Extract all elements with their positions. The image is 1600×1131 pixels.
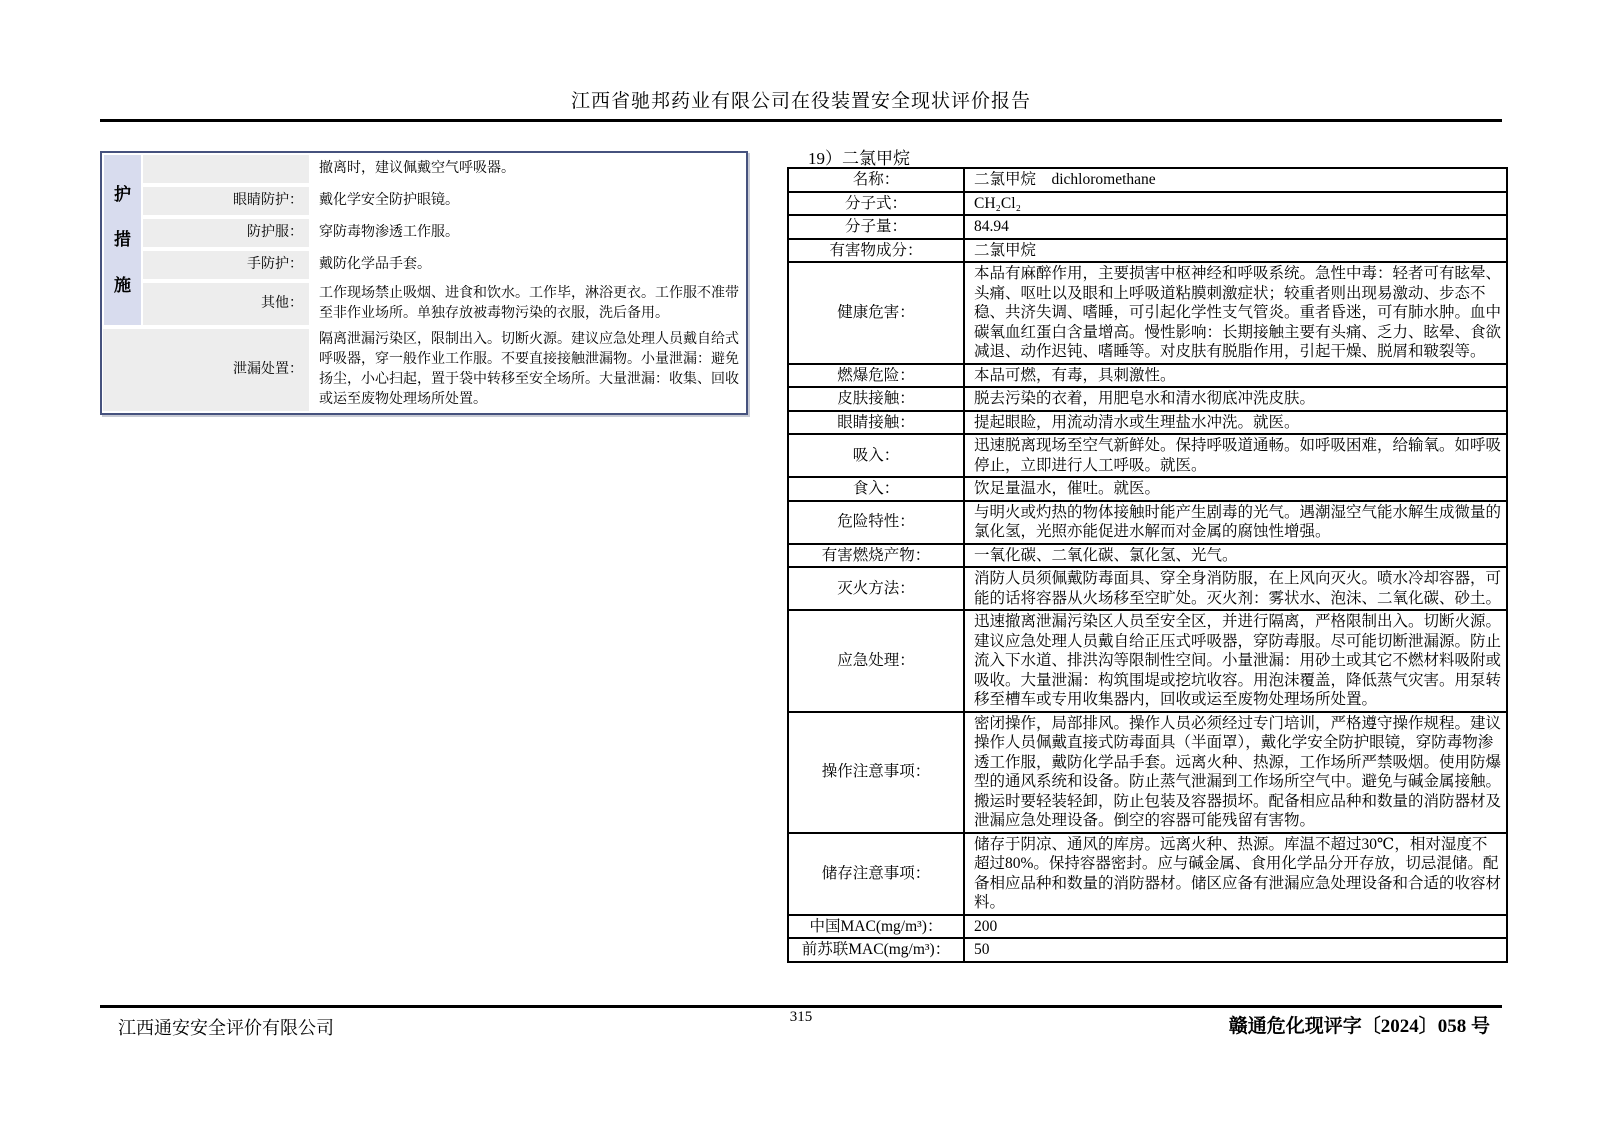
- table-row: [788, 833, 1507, 915]
- row-label-leak-disposal: 泄漏处置：: [103, 329, 309, 411]
- row-value-skin-contact: 脱去污染的衣着，用肥皂水和清水彻底冲洗皮肤。: [964, 387, 1507, 411]
- row-label-hand-protection: 手防护：: [143, 251, 309, 279]
- table-row: [788, 938, 1507, 962]
- row-label-inhalation: 吸入：: [788, 434, 964, 477]
- page-number: 315: [789, 1009, 813, 1025]
- row-label-respiratory: [143, 155, 309, 183]
- row-label-china-mac: 中国MAC(mg/m³)：: [788, 915, 964, 939]
- row-value-hand-protection: 戴防化学品手套。: [319, 257, 431, 272]
- row-value-operation-precautions: 密闭操作，局部排风。操作人员必须经过专门培训，严格遵守操作规程。建议操作人员佩戴直接式防毒面具（半面罩），戴化学安全防护眼镜，穿防毒物渗透工作服，戴防化学品手套。远离火种、热源，工作场所严禁吸烟。使用防爆型的通风系统和设备。防止蒸气泄漏到工作场所空气中。避免与碱金属接触。搬运时要轻装轻卸，防止包装及容器损坏。配备相应品种和数量的消防器材及泄漏应急处理设备。倒空的容器可能残留有害物。: [964, 712, 1507, 833]
- row-label-name: 名称：: [788, 168, 964, 192]
- table-row: [788, 477, 1507, 501]
- table-row: [788, 192, 1507, 216]
- row-label-soviet-mac: 前苏联MAC(mg/m³)：: [788, 938, 964, 962]
- table-row: [788, 712, 1507, 833]
- footer-rule: [100, 1005, 1502, 1008]
- table-row: [788, 501, 1507, 544]
- row-label-hazardous-characteristics: 危险特性：: [788, 501, 964, 544]
- row-label-storage-precautions: 储存注意事项：: [788, 833, 964, 915]
- row-value-other: 工作现场禁止吸烟、进食和饮水。工作毕，淋浴更衣。工作服不准带至非作业场所。单独存放被毒物污染的衣服，洗后备用。: [319, 286, 739, 321]
- row-label-skin-contact: 皮肤接触：: [788, 387, 964, 411]
- row-value-name: 二氯甲烷 dichloromethane: [964, 168, 1507, 192]
- row-value-fire-fighting: 消防人员须佩戴防毒面具、穿全身消防服，在上风向灭火。喷水冷却容器，可能的话将容器从火场移至空旷处。灭火剂：雾状水、泡沫、二氧化碳、砂土。: [964, 567, 1507, 610]
- table-row: [788, 434, 1507, 477]
- table-row: [788, 411, 1507, 435]
- footer-company-name: 江西通安安全评价有限公司: [118, 1018, 334, 1038]
- table-row: [788, 387, 1507, 411]
- row-label-emergency-handling: 应急处理：: [788, 610, 964, 712]
- report-header-title: 江西省驰邦药业有限公司在役装置安全现状评价报告: [570, 91, 1031, 112]
- row-label-health-hazard: 健康危害：: [788, 262, 964, 364]
- row-value-emergency-handling: 迅速撤离泄漏污染区人员至安全区，并进行隔离，严格限制出入。切断火源。建议应急处理人员戴自给正压式呼吸器，穿防毒服。尽可能切断泄漏源。防止流入下水道、排洪沟等限制性空间。小量泄漏：用砂土或其它不燃材料吸附或吸收。大量泄漏：构筑围堤或挖坑收容。用泡沫覆盖，降低蒸气灾害。用泵转移至槽车或专用收集器内，回收或运至废物处理场所处置。: [964, 610, 1507, 712]
- row-value-eye-contact: 提起眼睑，用流动清水或生理盐水冲洗。就医。: [964, 411, 1507, 435]
- row-label-flammability-hazard: 燃爆危险：: [788, 364, 964, 388]
- row-label-protective-clothing: 防护服：: [143, 219, 309, 247]
- row-label-molecular-weight: 分子量：: [788, 215, 964, 239]
- row-value-inhalation: 迅速脱离现场至空气新鲜处。保持呼吸道通畅。如呼吸困难，给输氧。如呼吸停止，立即进行人工呼吸。就医。: [964, 434, 1507, 477]
- row-value-protective-clothing: 穿防毒物渗透工作服。: [319, 225, 459, 240]
- row-value-harmful-components: 二氯甲烷: [964, 239, 1507, 263]
- table-row: [788, 915, 1507, 939]
- row-value-respiratory: 撤离时，建议佩戴空气呼吸器。: [319, 161, 515, 176]
- table-row: [788, 168, 1507, 192]
- table-row: [788, 364, 1507, 388]
- row-value-storage-precautions: 储存于阴凉、通风的库房。远离火种、热源。库温不超过30℃，相对湿度不超过80%。保持容器密封。应与碱金属、食用化学品分开存放，切忌混储。配备相应品种和数量的消防器材。储区应备有泄漏应急处理设备和合适的收容材料。: [964, 833, 1507, 915]
- row-label-eye-protection: 眼睛防护：: [143, 187, 309, 215]
- row-value-harmful-combustion-products: 一氧化碳、二氧化碳、氯化氢、光气。: [964, 544, 1507, 568]
- row-value-eye-protection: 戴化学安全防护眼镜。: [319, 193, 459, 208]
- header-rule: [100, 119, 1502, 122]
- row-value-flammability-hazard: 本品可燃，有毒，具刺激性。: [964, 364, 1507, 388]
- table-row: [788, 544, 1507, 568]
- row-label-harmful-combustion-products: 有害燃烧产物：: [788, 544, 964, 568]
- row-value-leak-disposal: 隔离泄漏污染区，限制出入。切断火源。建议应急处理人员戴自给式呼吸器，穿一般作业工作服。不要直接接触泄漏物。小量泄漏：避免扬尘，小心扫起，置于袋中转移至安全场所。大量泄漏：收集、回收或运至废物处理场所处置。: [319, 332, 739, 407]
- row-value-china-mac: 200: [964, 915, 1507, 939]
- row-label-ingestion: 食入：: [788, 477, 964, 501]
- table-row: [788, 567, 1507, 610]
- row-label-fire-fighting: 灭火方法：: [788, 567, 964, 610]
- row-value-molecular-formula: CH₂Cl₂: [964, 192, 1507, 216]
- row-value-ingestion: 饮足量温水，催吐。就医。: [964, 477, 1507, 501]
- side-char: 护: [114, 184, 131, 204]
- side-char: 施: [114, 275, 131, 295]
- row-value-health-hazard: 本品有麻醉作用，主要损害中枢神经和呼吸系统。急性中毒：轻者可有眩晕、头痛、呕吐以及眼和上呼吸道粘膜刺激症状；较重者则出现易激动、步态不稳、共济失调、嗜睡，可引起化学性支气管炎。重者昏迷，可有肺水肿。血中碳氧血红蛋白含量增高。慢性影响：长期接触主要有头痛、乏力、眩晕、食欲减退、动作迟钝、嗜睡等。对皮肤有脱脂作用，引起干燥、脱屑和皲裂等。: [964, 262, 1507, 364]
- row-value-soviet-mac: 50: [964, 938, 1507, 962]
- footer-document-number: 赣通危化现评字〔2024〕058 号: [1228, 1016, 1490, 1037]
- row-value-molecular-weight: 84.94: [964, 215, 1507, 239]
- row-label-harmful-components: 有害物成分：: [788, 239, 964, 263]
- protective-measures-table: [100, 151, 748, 415]
- row-value-hazardous-characteristics: 与明火或灼热的物体接触时能产生剧毒的光气。遇潮湿空气能水解生成微量的氯化氢，光照亦能促进水解而对金属的腐蚀性增强。: [964, 501, 1507, 544]
- row-label-operation-precautions: 操作注意事项：: [788, 712, 964, 833]
- side-heading-protective-measures: [104, 155, 141, 325]
- table-row: [788, 610, 1507, 712]
- table-row: [788, 215, 1507, 239]
- row-label-eye-contact: 眼睛接触：: [788, 411, 964, 435]
- row-label-molecular-formula: 分子式：: [788, 192, 964, 216]
- msds-table: [787, 167, 1508, 963]
- row-label-other: 其他：: [143, 283, 309, 325]
- table-row: [788, 239, 1507, 263]
- side-char: 措: [114, 230, 131, 249]
- table-row: [788, 262, 1507, 364]
- msds-section-title: 19）二氯甲烷: [808, 149, 910, 168]
